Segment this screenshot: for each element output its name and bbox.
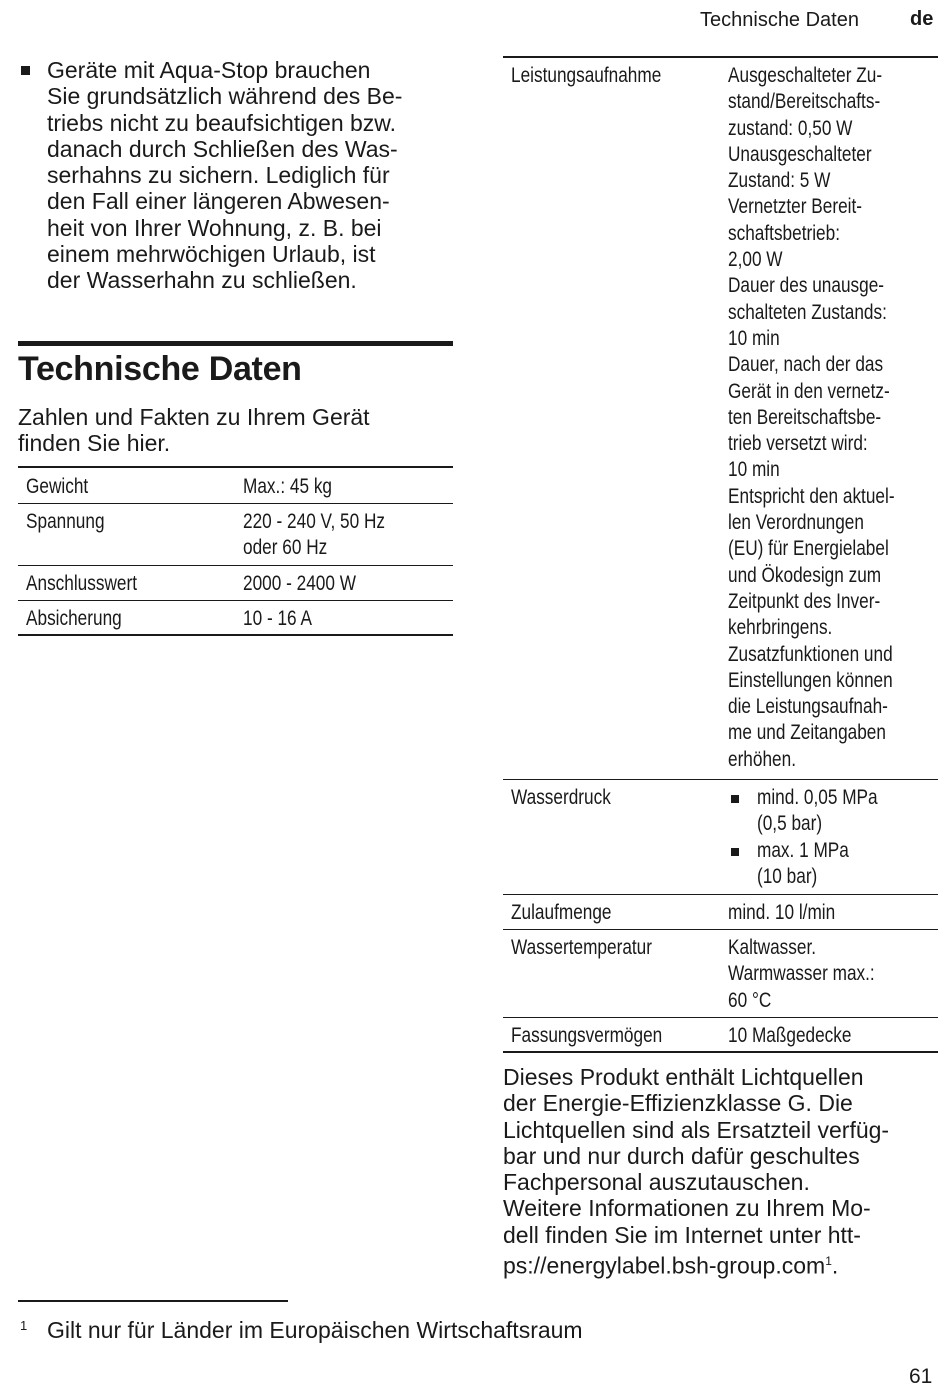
energy-label-period: . [831,1252,839,1279]
spec-value-pressure-min: mind. 0,05 MPa (0,5 bar) [757,786,878,836]
spec-label-weight: Gewicht [26,475,89,498]
energy-label-paragraph [503,1064,943,1279]
spec-value-voltage: 220 - 240 V, 50 Hz oder 60 Hz [243,510,386,560]
spec-value-connected-load: 2000 - 2400 W [243,572,356,595]
spec-value-pressure-max: max. 1 MPa (10 bar) [757,839,849,889]
spec-value-weight: Max.: 45 kg [243,475,333,498]
spec-label-capacity: Fassungsvermögen [511,1024,663,1047]
spec-label-water-temperature: Wassertemperatur [511,936,652,959]
footnote-rule [18,1300,288,1302]
spec-value-fuse: 10 - 16 A [243,607,312,630]
section-title: Technische Daten [18,350,302,388]
spec-value-water-temperature: Kaltwasser. Warmwasser max.: 60 °C [728,936,875,1012]
table-rule [503,1017,938,1018]
spec-label-flow: Zulaufmenge [511,901,612,924]
table-rule [503,929,938,930]
page-number: 61 [909,1365,933,1388]
spec-label-voltage: Spannung [26,510,105,533]
aqua-stop-note: Geräte mit Aqua-Stop brauchen Sie grundsätzlich während des Be- triebs nicht zu beaufsichtigen bzw. danach durch Schließen des Was- serhahns zu sichern. Lediglich für den Fall einer längeren Abwesen- heit von Ihrer Wohnung, z. B. bei einem mehrwöchigen Urlaub, ist der Wasserhahn zu schließen. [47,57,403,294]
spec-value-power: Ausgeschalteter Zu- stand/Bereitschafts- zustand: 0,50 W Unausgeschalteter Zustand: 5 W Vernetzter Bereit- schaftsbetrieb: 2,00 W Dauer des unausge- schalteten Zustands: 10 min Dauer, nach der das Gerät in den vernetz- ten Bereitschaftsbe- trieb versetzt wird: 10 min Entspricht den aktuel- len Verordnungen (EU) für Energielabel und Ökodesign zum Zeitpunkt des Inver- kehrbringens. Zusatzfunktionen und Einstellungen können die Leistungsaufnah- me und Zeitangaben erhöhen. [728,64,895,771]
spec-label-power: Leistungsaufnahme [511,64,662,87]
spec-label-fuse: Absicherung [26,607,122,630]
footnote-text: Gilt nur für Länder im Europäischen Wirtschaftsraum [47,1317,583,1343]
spec-label-connected-load: Anschlusswert [26,572,138,595]
language-code: de [910,8,934,30]
table-rule [503,1051,938,1053]
running-header-title: Technische Daten [700,9,859,31]
section-intro: Zahlen und Fakten zu Ihrem Gerät finden Sie hier. [18,404,370,457]
table-rule [503,779,938,780]
bullet-square-icon [21,66,30,75]
energy-label-text: Dieses Produkt enthält Lichtquellen der Energie-Effizienzklasse G. Die Lichtquellen sind als Ersatzteil verfüg- bar und nur durch dafür geschultes Fachpersonal auszutauschen. Weitere Informationen zu Ihrem Mo- dell finden Sie im Internet unter htt- ps://energylabel.bsh-group.com [503,1064,890,1279]
bullet-square-icon [731,848,739,856]
table-rule [18,466,453,468]
table-rule [18,634,453,636]
table-rule [18,600,453,601]
section-rule [18,341,453,346]
table-rule [503,894,938,895]
spec-label-water-pressure: Wasserdruck [511,786,611,809]
table-rule [503,56,938,58]
bullet-square-icon [731,795,739,803]
table-rule [18,503,453,504]
footnote-reference: 1 [825,1254,832,1269]
spec-value-flow: mind. 10 l/min [728,901,836,924]
footnote-mark: 1 [20,1318,28,1333]
spec-value-capacity: 10 Maßgedecke [728,1024,852,1047]
table-rule [18,565,453,566]
